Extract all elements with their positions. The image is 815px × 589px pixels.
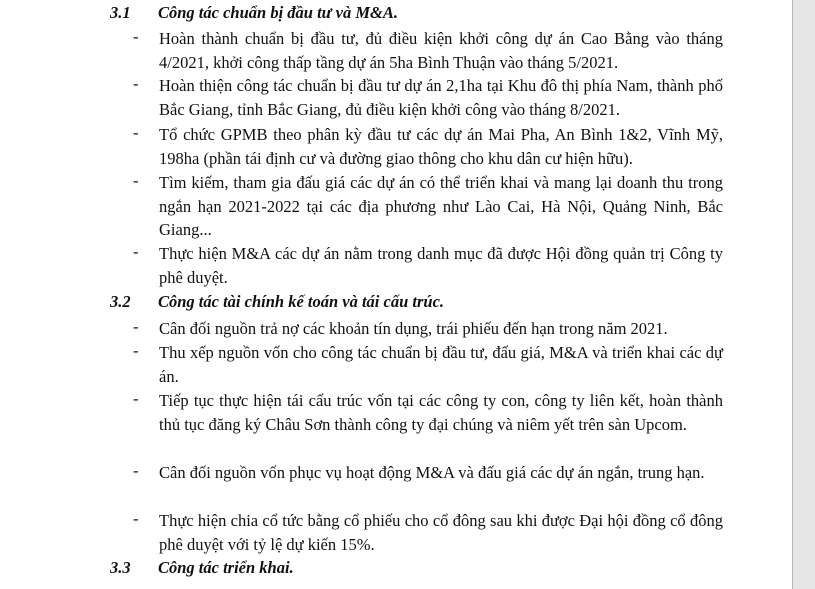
bullet-dash: - — [133, 317, 139, 336]
section-heading — [110, 292, 444, 312]
list-item — [133, 27, 723, 74]
bullet-dash: - — [133, 171, 139, 190]
section-title: Công tác tài chính kế toán và tái cấu trúc. — [158, 292, 445, 311]
section-heading — [110, 3, 398, 23]
list-item — [133, 123, 723, 170]
bullet-dash: - — [133, 461, 139, 480]
list-item — [133, 509, 723, 556]
section-number: 3.1 — [110, 3, 131, 22]
list-item-text: Thực hiện chia cổ tức bằng cổ phiếu cho cổ đông sau khi được Đại hội đồng cổ đông phê duyệt với tỷ lệ dự kiến 15%. — [159, 511, 723, 554]
list-item — [133, 74, 723, 121]
list-item-text: Tổ chức GPMB theo phân kỳ đầu tư các dự án Mai Pha, An Bình 1&2, Vĩnh Mỹ, 198ha (phần tái định cư và đường giao thông cho khu dân cư hiện hữu). — [159, 125, 723, 168]
bullet-dash: - — [133, 123, 139, 142]
list-item — [133, 389, 723, 436]
list-item-text: Tiếp tục thực hiện tái cấu trúc vốn tại các công ty con, công ty liên kết, hoàn thành thủ tục đăng ký Châu Sơn thành công ty đại chúng và niêm yết trên sàn Upcom. — [159, 391, 723, 434]
section-title: Công tác triển khai. — [158, 558, 294, 577]
list-item-text: Tìm kiếm, tham gia đấu giá các dự án có thể triển khai và mang lại doanh thu trong ngắn hạn 2021-2022 tại các địa phương như Lào Cai, Hà Nội, Quảng Ninh, Bắc Giang... — [159, 173, 723, 240]
bullet-dash: - — [133, 509, 139, 528]
bullet-dash: - — [133, 389, 139, 408]
list-item-text: Thực hiện M&A các dự án nằm trong danh mục đã được Hội đồng quản trị Công ty phê duyệt. — [159, 244, 723, 287]
list-item — [133, 341, 723, 388]
bullet-dash: - — [133, 74, 139, 93]
list-item-text: Cân đối nguồn vốn phục vụ hoạt động M&A và đấu giá các dự án ngắn, trung hạn. — [159, 463, 705, 482]
list-item — [133, 461, 723, 485]
list-item — [133, 317, 723, 341]
list-item-text: Hoàn thiện công tác chuẩn bị đầu tư dự án 2,1ha tại Khu đô thị phía Nam, thành phố Bắc Giang, tỉnh Bắc Giang, đủ điều kiện khởi công vào tháng 8/2021. — [159, 76, 723, 119]
list-item — [133, 242, 723, 289]
list-item-text: Thu xếp nguồn vốn cho công tác chuẩn bị đầu tư, đấu giá, M&A và triển khai các dự án. — [159, 343, 723, 386]
list-item-text: Hoàn thành chuẩn bị đầu tư, đủ điều kiện khởi công dự án Cao Bằng vào tháng 4/2021, khởi công thấp tầng dự án 5ha Bình Thuận vào tháng 5/2021. — [159, 29, 723, 72]
section-title: Công tác chuẩn bị đầu tư và M&A. — [158, 3, 399, 22]
bullet-dash: - — [133, 27, 139, 46]
bullet-dash: - — [133, 242, 139, 261]
section-number: 3.2 — [110, 292, 131, 311]
list-item — [133, 171, 723, 242]
list-item-text: Cân đối nguồn trả nợ các khoản tín dụng, trái phiếu đến hạn trong năm 2021. — [159, 319, 668, 338]
window-edge — [792, 0, 815, 589]
section-number: 3.3 — [110, 558, 131, 577]
bullet-dash: - — [133, 341, 139, 360]
section-heading — [110, 558, 294, 578]
